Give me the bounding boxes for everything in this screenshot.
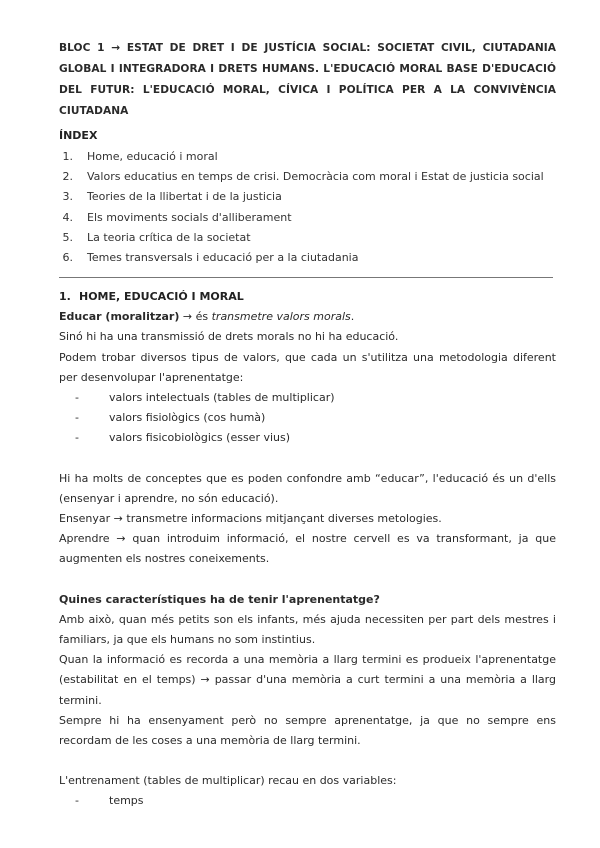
index-item: 4. Els moviments socials d'alliberament bbox=[62, 210, 292, 224]
document-title: BLOC 1 → ESTAT DE DRET I DE JUSTÍCIA SOCIAL: SOCIETAT CIVIL, CIUTADANIA GLOBAL I INTEGRADORA I DRETS HUMANS. L'EDUCACIÓ MORAL BASE D'EDUCACIÓ DEL FUTUR: L'EDUCACIÓ MORAL, CÍVICA I POLÍTICA PER A LA CONVIVÈNCIA CIUTADANA bbox=[59, 42, 556, 117]
list-item: - valors intelectuals (tables de multiplicar) bbox=[75, 391, 335, 405]
index-item: 5. La teoria crítica de la societat bbox=[62, 230, 251, 244]
values-list bbox=[59, 388, 556, 449]
list-item: - temps bbox=[75, 794, 144, 808]
index-heading: ÍNDEX bbox=[59, 129, 98, 142]
paragraph: Aprendre → quan introduim informació, el nostre cervell es va transformant, ja que augmenten els nostres coneixements. bbox=[59, 532, 556, 566]
subheading: Quines característiques ha de tenir l'aprenentatge? bbox=[59, 592, 380, 606]
paragraph: Sinó hi ha una transmissió de drets morals no hi ha educació. bbox=[59, 330, 399, 344]
spacer bbox=[59, 449, 556, 469]
paragraph: L'entrenament (tables de multiplicar) recau en dos variables: bbox=[59, 774, 397, 788]
paragraph: Podem trobar diversos tipus de valors, que cada un s'utilitza una metodologia diferent per desenvolupar l'aprenentatge: bbox=[59, 350, 556, 384]
paragraph: Ensenyar → transmetre informacions mitjançant diverses metologies. bbox=[59, 512, 442, 526]
paragraph: Quan la informació es recorda a una memòria a llarg termini es produeix l'aprenentatge (estabilitat en el temps) → passar d'una memòria a curt termini a una memòria a llarg termini. bbox=[59, 653, 556, 707]
paragraph: Sempre hi ha ensenyament però no sempre aprenentatge, ja que no sempre ens recordam de les coses a una memòria de llarg termini. bbox=[59, 713, 556, 748]
index-item: 1. Home, educació i moral bbox=[62, 150, 218, 163]
spacer bbox=[59, 570, 556, 590]
index-item: 6. Temes transversals i educació per a la ciutadania bbox=[62, 251, 359, 265]
paragraph: Hi ha molts de conceptes que es poden confondre amb “educar”, l'educació és un d'ells (ensenyar i aprendre, no són educació). bbox=[59, 471, 556, 505]
index-item: 2. Valors educatius en temps de crisi. Democràcia com moral i Estat de justicia social bbox=[62, 170, 544, 184]
index-item: 3. Teories de la llibertat i de la justicia bbox=[62, 190, 282, 204]
list-item: - valors fisiològics (cos humà) bbox=[75, 411, 266, 425]
definition-educar: Educar (moralitzar) → és transmetre valors morals. bbox=[59, 310, 355, 324]
variables-list bbox=[59, 791, 556, 811]
section-divider bbox=[59, 277, 553, 278]
list-item: - valors fisicobiològics (esser vius) bbox=[75, 431, 291, 445]
spacer bbox=[59, 751, 556, 771]
document-page bbox=[59, 38, 556, 812]
paragraph: Amb això, quan més petits son els infants, més ajuda necessiten per part dels mestres i familiars, ja que els humans no som instintius. bbox=[59, 612, 556, 647]
index-list bbox=[59, 147, 556, 268]
section-heading: 1. HOME, EDUCACIÓ I MORAL bbox=[59, 290, 244, 304]
